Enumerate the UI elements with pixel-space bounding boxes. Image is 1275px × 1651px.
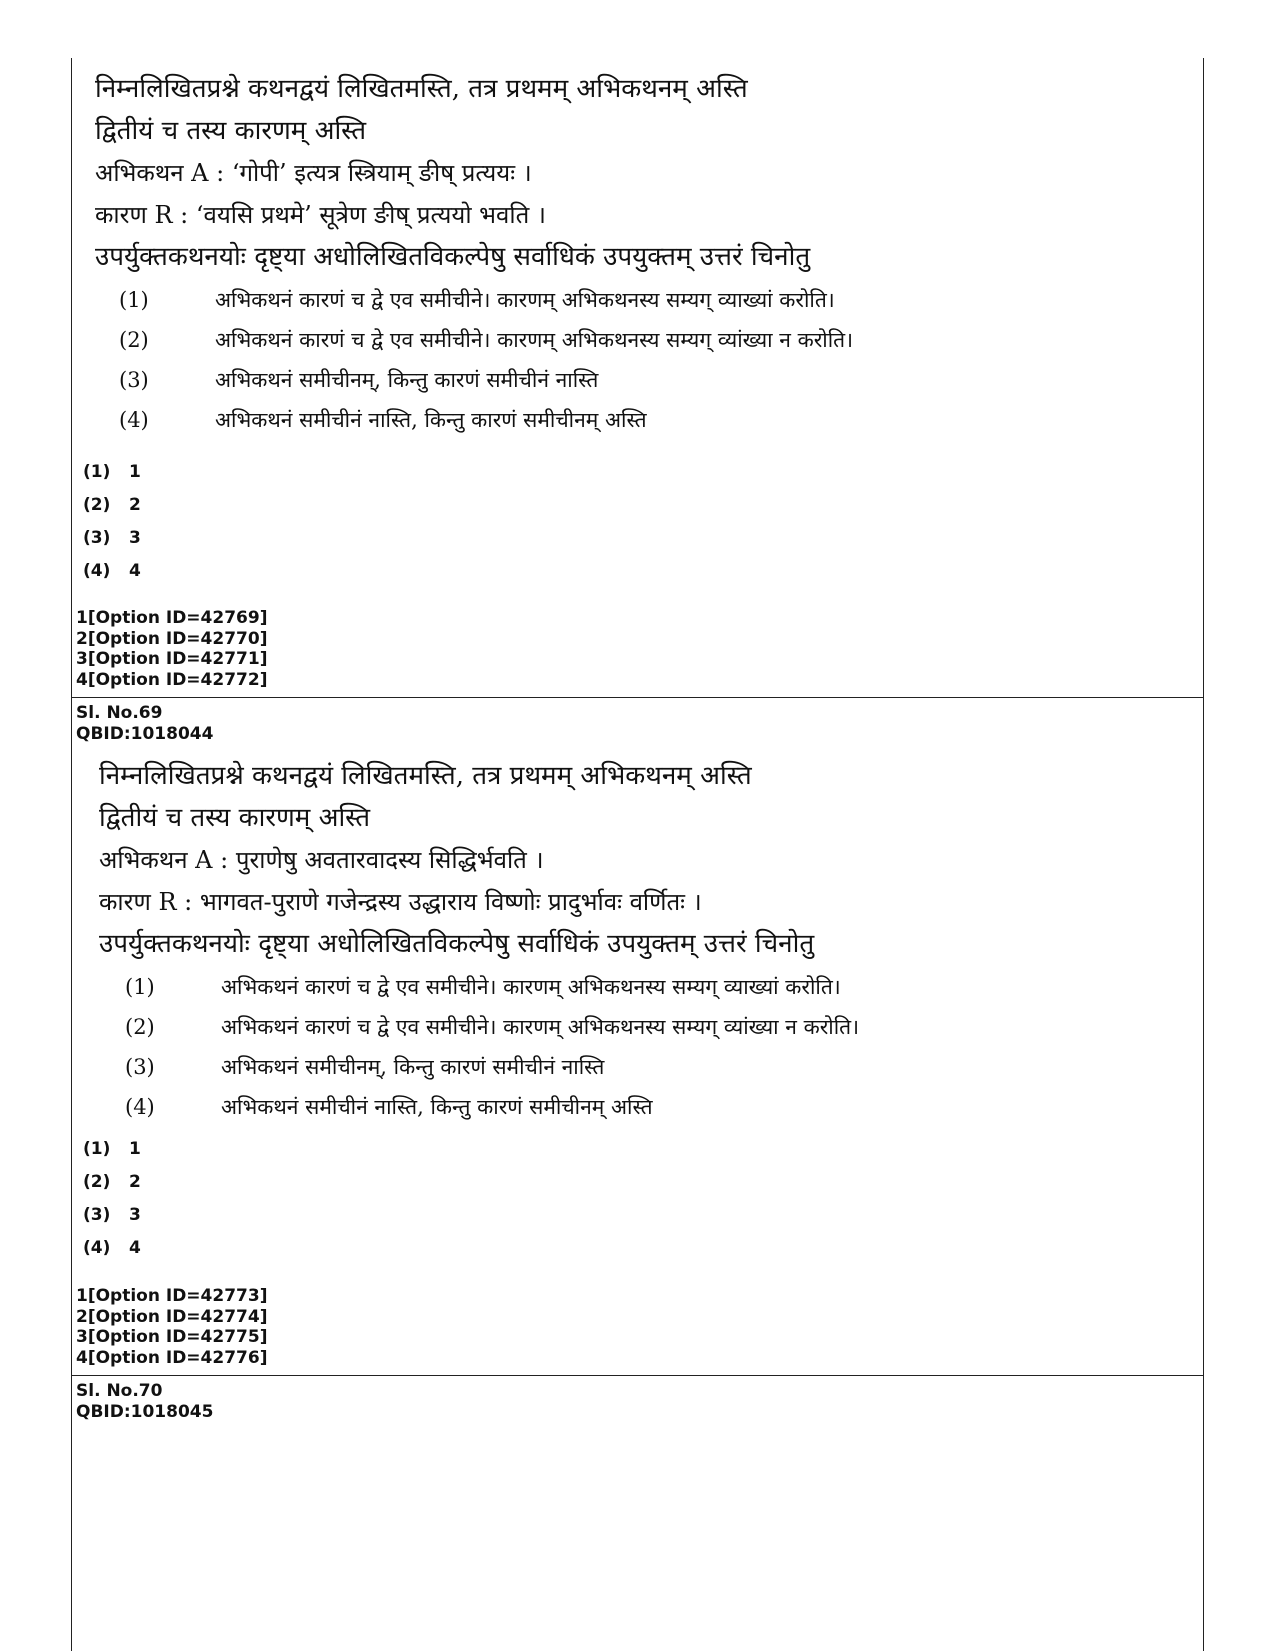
answer-option[interactable] [83,1172,141,1192]
answer-option[interactable] [83,561,141,581]
option-id-line: 3[Option ID=42775] [76,1327,268,1347]
question-69-statement [99,755,814,965]
choice-item [125,1053,604,1081]
choice-text: अभिकथनं कारणं च द्वे एव समीचीने। कारणम् अभिकथनस्य सम्यग् व्यांख्या न करोति। [221,1015,860,1039]
option-id-line: 1[Option ID=42773] [76,1286,268,1306]
choice-number: (1) [119,288,149,312]
question-70-block [71,1376,1204,1651]
qbid-label: QBID:1018044 [76,724,214,744]
choice-text: अभिकथनं समीचीनं नास्ति, किन्तु कारणं समीचीनम् अस्ति [221,1095,653,1119]
answer-option-value: 3 [129,1205,141,1225]
option-id-line: 3[Option ID=42771] [76,649,268,669]
assertion-text: अभिकथन A : पुराणेषु अवतारवादस्य सिद्धिर्भवति । [99,846,544,874]
choice-text: अभिकथनं समीचीनं नास्ति, किन्तु कारणं समीचीनम् अस्ति [215,408,647,432]
answer-option[interactable] [83,495,141,515]
answer-option-number: (4) [83,1238,111,1258]
question-68-block [71,58,1204,698]
answer-option[interactable] [83,1238,141,1258]
option-id-line: 2[Option ID=42774] [76,1307,268,1327]
choice-number: (4) [125,1095,155,1119]
answer-option-value: 1 [129,462,141,482]
answer-option[interactable] [83,1205,141,1225]
answer-option[interactable] [83,462,141,482]
qbid-label: QBID:1018045 [76,1402,214,1422]
choice-item [119,406,647,434]
choice-number: (3) [125,1055,155,1079]
answer-option-number: (1) [83,1139,111,1159]
statement-line-1: निम्नलिखितप्रश्ने कथनद्वयं लिखितमस्ति, तत्र प्रथमम् अभिकथनम् अस्ति [95,74,748,104]
choice-text: अभिकथनं कारणं च द्वे एव समीचीने। कारणम् अभिकथनस्य सम्यग् व्यांख्या न करोति। [215,328,854,352]
choice-item [125,1093,653,1121]
choice-text: अभिकथनं समीचीनम्, किन्तु कारणं समीचीनं नास्ति [221,1055,605,1079]
serial-number: Sl. No.69 [76,703,163,723]
serial-number: Sl. No.70 [76,1381,163,1401]
option-id-line: 4[Option ID=42772] [76,670,268,690]
answer-option-value: 3 [129,528,141,548]
assertion-text: अभिकथन A : ‘गोपी’ इत्यत्र स्त्रियाम् ङीष् प्रत्ययः । [95,159,532,187]
choice-item [119,326,853,354]
answer-option-value: 4 [129,1238,141,1258]
reason-text: कारण R : ‘वयसि प्रथमे’ सूत्रेण ङीष् प्रत्ययो भवति । [95,201,547,229]
choice-item [125,973,841,1001]
statement-line-2: द्वितीयं च तस्य कारणम् अस्ति [95,116,367,146]
statement-line-2: द्वितीयं च तस्य कारणम् अस्ति [99,803,371,833]
choice-item [125,1013,859,1041]
answer-option-value: 1 [129,1139,141,1159]
choice-text: अभिकथनं समीचीनम्, किन्तु कारणं समीचीनं नास्ति [215,368,599,392]
choice-number: (4) [119,408,149,432]
answer-option[interactable] [83,528,141,548]
question-69-block [71,698,1204,1378]
answer-option-value: 2 [129,1172,141,1192]
option-id-line: 2[Option ID=42770] [76,629,268,649]
statement-line-1: निम्नलिखितप्रश्ने कथनद्वयं लिखितमस्ति, तत्र प्रथमम् अभिकथनम् अस्ति [99,761,752,791]
choice-number: (1) [125,975,155,999]
choice-number: (2) [119,328,149,352]
answer-option-number: (4) [83,561,111,581]
option-id-line: 1[Option ID=42769] [76,608,268,628]
answer-option-value: 2 [129,495,141,515]
answer-option-value: 4 [129,561,141,581]
option-id-line: 4[Option ID=42776] [76,1348,268,1368]
choice-item [119,366,598,394]
answer-option-number: (2) [83,1172,111,1192]
choice-number: (3) [119,368,149,392]
choice-text: अभिकथनं कारणं च द्वे एव समीचीने। कारणम् अभिकथनस्य सम्यग् व्याख्यां करोति। [215,288,835,312]
instruction-text: उपर्युक्तकथनयोः दृष्ट्या अधोलिखितविकल्पेषु सर्वाधिकं उपयुक्तम् उत्तरं चिनोतु [99,929,815,959]
answer-option[interactable] [83,1139,141,1159]
choice-number: (2) [125,1015,155,1039]
answer-option-number: (3) [83,1205,111,1225]
question-68-statement [95,68,810,278]
answer-option-number: (3) [83,528,111,548]
choice-text: अभिकथनं कारणं च द्वे एव समीचीने। कारणम् अभिकथनस्य सम्यग् व्याख्यां करोति। [221,975,841,999]
answer-option-number: (1) [83,462,111,482]
reason-text: कारण R : भागवत-पुराणे गजेन्द्रस्य उद्धाराय विष्णोः प्रादुर्भावः वर्णितः । [99,888,702,916]
answer-option-number: (2) [83,495,111,515]
choice-item [119,286,835,314]
instruction-text: उपर्युक्तकथनयोः दृष्ट्या अधोलिखितविकल्पेषु सर्वाधिकं उपयुक्तम् उत्तरं चिनोतु [95,242,811,272]
